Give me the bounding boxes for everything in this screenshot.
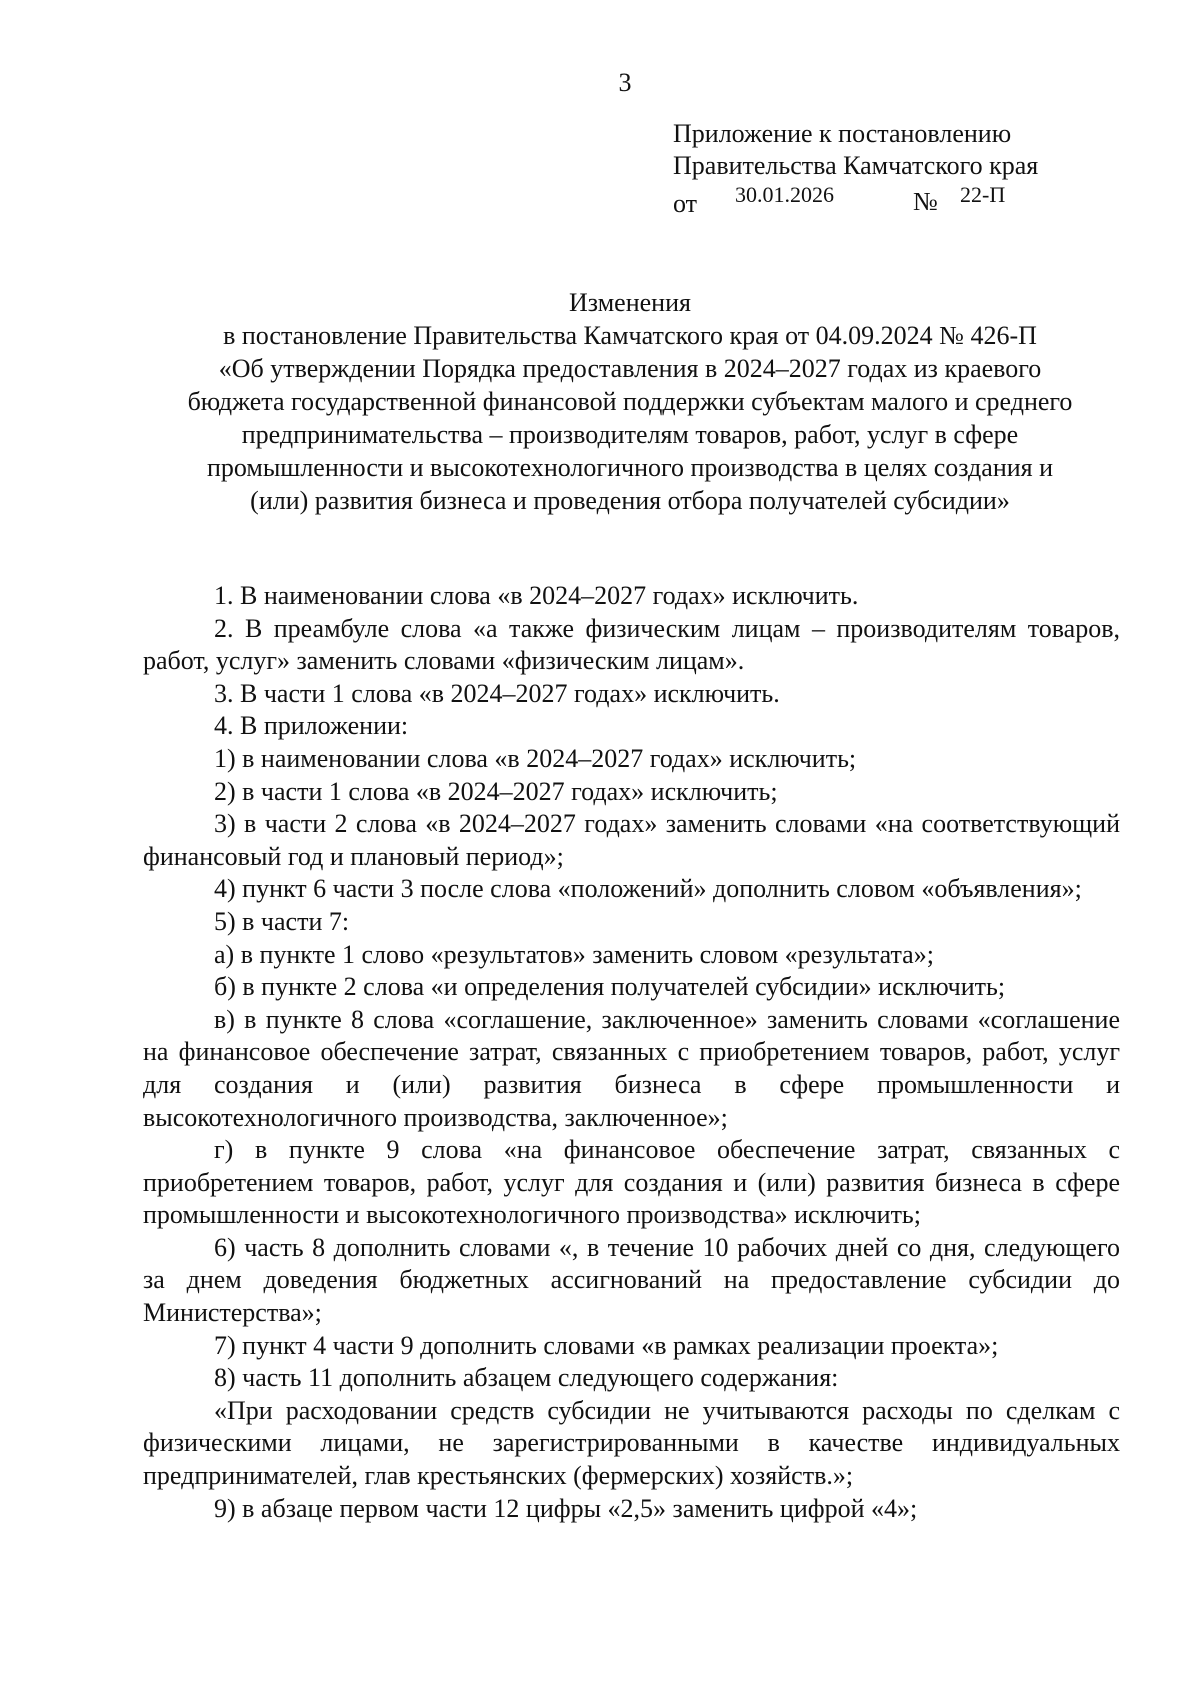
document-body <box>143 580 1120 1525</box>
paragraph-1: 1. В наименовании слова «в 2024–2027 годах» исключить. <box>214 581 859 610</box>
appendix-line-1: Приложение к постановлению <box>673 119 1012 148</box>
ot-label: от <box>673 189 698 218</box>
paragraph-8: 4) пункт 6 части 3 после слова «положений» дополнить словом «объявления»; <box>214 874 1082 904</box>
document-title <box>140 286 1120 517</box>
appendix-header <box>673 118 1038 216</box>
paragraph-15: 7) пункт 4 части 9 дополнить словами «в рамках реализации проекта»; <box>214 1330 999 1360</box>
paragraph-6: 2) в части 1 слова «в 2024–2027 годах» исключить; <box>214 776 778 806</box>
page-number: 3 <box>618 68 632 97</box>
paragraph-17: «При расходовании средств субсидии не учитываются расходы по сделкам с физическими лицами, не зарегистрированными в качестве индивидуальных предпринимателей, глав крестьянских (фермерских) хозяйств.»; <box>143 1395 1120 1491</box>
title-line-2: в постановление Правительства Камчатского края от 04.09.2024 № 426-П <box>223 321 1037 350</box>
paragraph-7: 3) в части 2 слова «в 2024–2027 годах» заменить словами «на соответствующий финансовый год и плановый период»; <box>143 809 1120 871</box>
title-line-6: промышленности и высокотехнологичного производства в целях создания и <box>206 453 1054 482</box>
number-sign: № <box>913 187 938 216</box>
paragraph-12: в) в пункте 8 слова «соглашение, заключенное» заменить словами «соглашение на финансовое обеспечение затрат, связанных с приобретением товаров, работ, услуг для создания и (или) развития бизнеса в сфере промышленности и высокотехнологичного производства, заключенное»; <box>143 1004 1120 1132</box>
paragraph-3: 3. В части 1 слова «в 2024–2027 годах» исключить. <box>214 678 780 708</box>
title-line-3: «Об утверждении Порядка предоставления в 2024–2027 годах из краевого <box>218 354 1042 383</box>
paragraph-2: 2. В преамбуле слова «а также физическим лицам – производителям товаров, работ, услуг» заменить словами «физическим лицам». <box>143 613 1120 676</box>
resolution-date: 30.01.2026 <box>735 182 834 207</box>
paragraph-4: 4. В приложении: <box>214 711 409 741</box>
paragraph-9: 5) в части 7: <box>214 906 350 936</box>
paragraph-10: а) в пункте 1 слово «результатов» заменить словом «результата»; <box>214 939 934 969</box>
paragraph-11: б) в пункте 2 слова «и определения получателей субсидии» исключить; <box>214 972 1006 1002</box>
paragraph-14: 6) часть 8 дополнить словами «, в течение 10 рабочих дней со дня, следующего за днем доведения бюджетных ассигнований на предоставление субсидии до Министерства»; <box>143 1232 1120 1328</box>
paragraph-18: 9) в абзаце первом части 12 цифры «2,5» заменить цифрой «4»; <box>214 1493 918 1523</box>
title-line-5: предпринимательства – производителям товаров, работ, услуг в сфере <box>241 420 1019 449</box>
appendix-line-2: Правительства Камчатского края <box>673 151 1039 180</box>
appendix-date-row <box>673 182 1038 216</box>
paragraph-13: г) в пункте 9 слова «на финансовое обеспечение затрат, связанных с приобретением товаров, работ, услуг для создания и (или) развития бизнеса в сфере промышленности и высокотехнологичного производства» исключить; <box>143 1135 1120 1230</box>
title-line-7: (или) развития бизнеса и проведения отбора получателей субсидии» <box>250 486 1010 515</box>
resolution-number: 22-П <box>960 182 1006 207</box>
title-line-1: Изменения <box>569 288 691 317</box>
title-line-4: бюджета государственной финансовой поддержки субъектам малого и среднего <box>187 387 1073 416</box>
paragraph-5: 1) в наименовании слова «в 2024–2027 годах» исключить; <box>214 743 857 773</box>
paragraph-16: 8) часть 11 дополнить абзацем следующего содержания: <box>214 1363 839 1393</box>
